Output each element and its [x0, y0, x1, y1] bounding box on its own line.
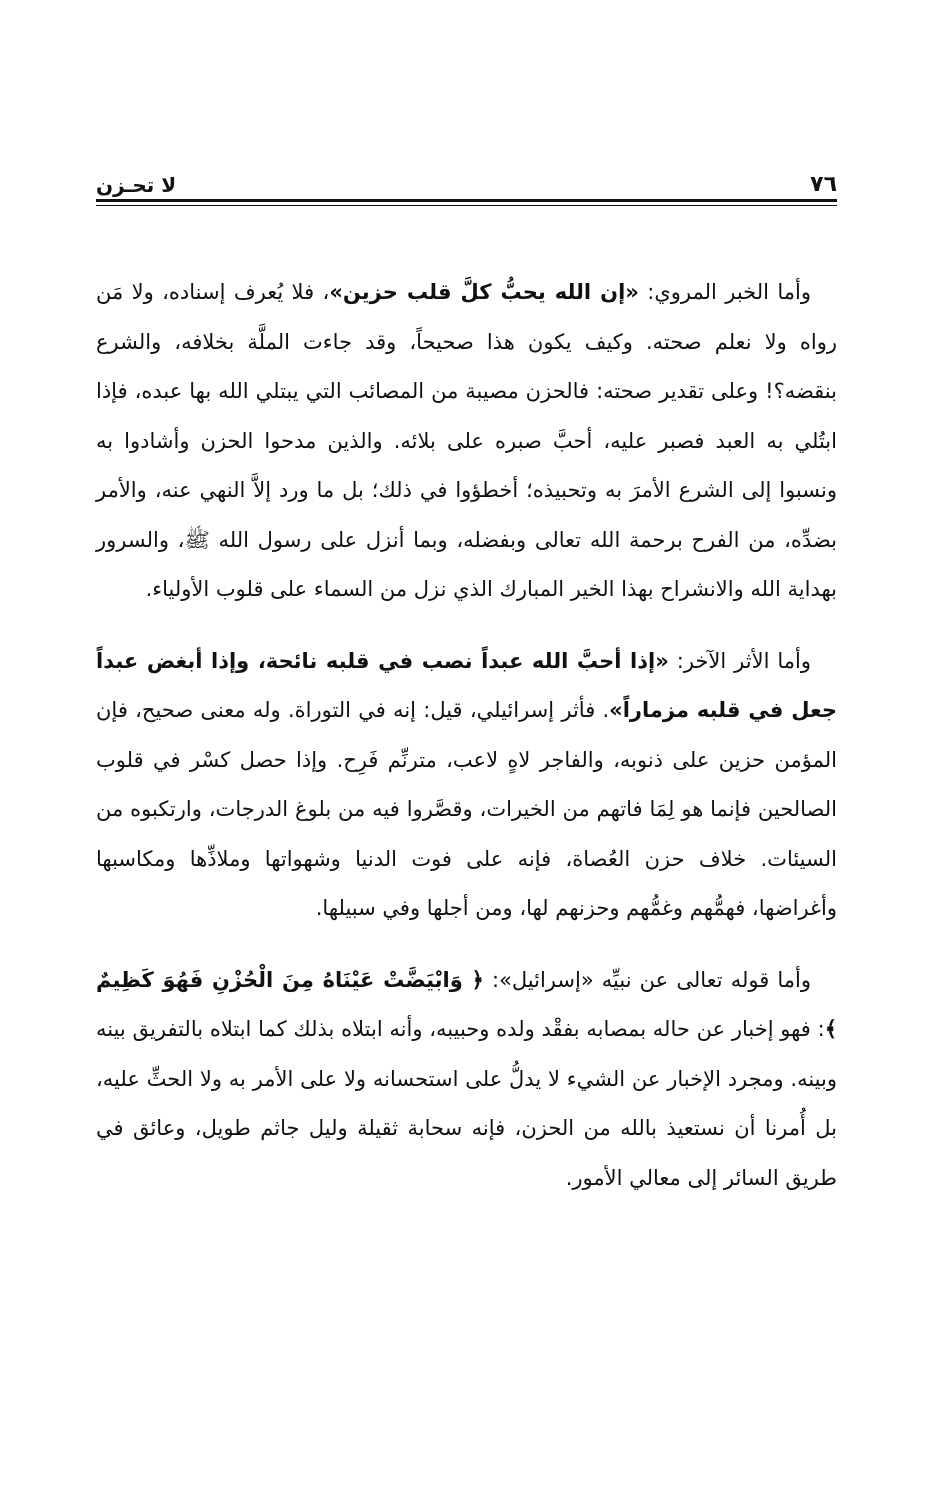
- body-text: [96, 268, 837, 1203]
- header-rule-thin: [96, 205, 837, 206]
- paragraph-1-intro: وأما الخبر المروي:: [638, 280, 811, 304]
- athar-quote: «إذا أحبَّ الله عبداً نصب في قلبه نائحة، وإذا أبغض عبداً جعل في قلبه مزماراً»: [96, 648, 837, 722]
- paragraph-1-text: ، فلا يُعرف إسناده، ولا مَن رواه ولا نعلم صحته. وكيف يكون هذا صحيحاً، وقد جاءت الملَّة بخلافه، والشرع بنقضه؟! وعلى تقدير صحته: فالحزن مصيبة من المصائب التي يبتلي الله بها عبده، فإذا ابتُلي به العبد فصبر عليه، أحبَّ صبره على بلائه. والذين مدحوا الحزن وأشادوا به ونسبوا إلى الشرع الأمرَ به وتحبيذه؛ أخطؤوا في ذلك؛ بل ما ورد إلاَّ النهي عنه، والأمر بضدِّه، من الفرح برحمة الله تعالى وبفضله، وبما أنزل على رسول الله ﷺ، والسرور بهداية الله والانشراح بهذا الخير المبارك الذي نزل من السماء على قلوب الأولياء.: [96, 280, 837, 601]
- quran-verse-quote: ﴿ وَابْيَضَّتْ عَيْنَاهُ مِنَ الْحُزْنِ فَهُوَ كَظِيمٌ ﴾: [96, 967, 837, 1041]
- paragraph-2-intro: وأما الأثر الآخر:: [668, 648, 811, 673]
- running-title: لا تحـزن: [96, 173, 177, 197]
- page-header: [96, 170, 837, 200]
- header-rule-thick: [96, 199, 837, 202]
- hadith-quote-1: «إن الله يحبُّ كلَّ قلب حزين»: [329, 280, 639, 304]
- paragraph-2: [96, 637, 837, 934]
- paragraph-1: [96, 268, 837, 615]
- paragraph-3-text: : فهو إخبار عن حاله بمصابه بفقْد ولده وحبيبه، وأنه ابتلاه بذلك كما ابتلاه بالتفريق بينه وبينه. ومجرد الإخبار عن الشيء لا يدلُّ على استحسانه ولا على الأمر به ولا الحثِّ عليه، بل أُمرنا أن نستعيذ بالله من الحزن، فإنه سحابة ثقيلة وليل جاثم طويل، وعائق في طريق السائر إلى معالي الأمور.: [96, 1017, 837, 1190]
- paragraph-3-intro: وأما قوله تعالى عن نبيِّه «إسرائيل»:: [483, 967, 812, 992]
- paragraph-3: [96, 956, 837, 1204]
- page-number: ٧٦: [810, 172, 837, 197]
- paragraph-2-text: . فأثر إسرائيلي، قيل: إنه في التوراة. وله معنى صحيح، فإن المؤمن حزين على ذنوبه، والفاجر لاهٍ لاعب، مترنِّم فَرِح. وإذا حصل كسْر في قلوب الصالحين فإنما هو لِمَا فاتهم من الخيرات، وقصَّروا فيه من بلوغ الدرجات، وارتكبوه من السيئات. خلاف حزن العُصاة، فإنه على فوت الدنيا وشهواتها وملاذِّها ومكاسبها وأغراضها، فهمُّهم وغمُّهم وحزنهم لها، ومن أجلها وفي سبيلها.: [96, 698, 837, 920]
